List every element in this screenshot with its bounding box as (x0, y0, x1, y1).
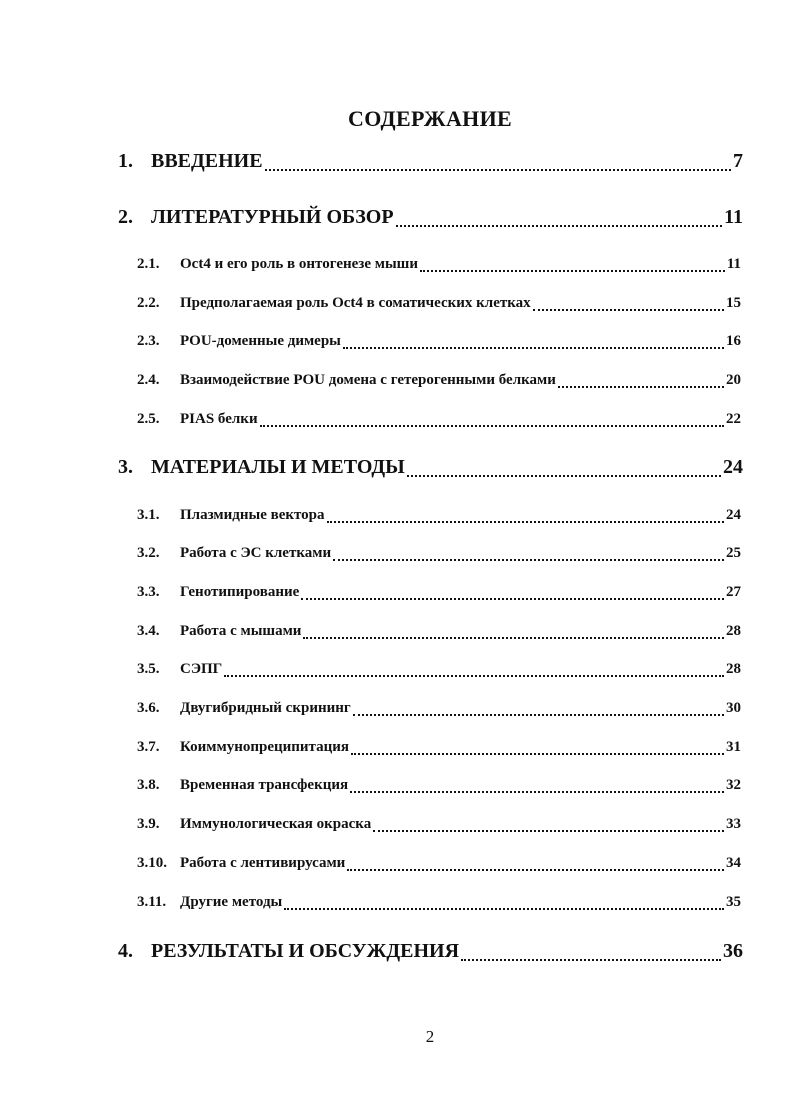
toc-entry-label: ЛИТЕРАТУРНЫЙ ОБЗОР (151, 206, 394, 228)
toc-entry-label: Генотипирование (180, 584, 300, 600)
toc-entry-3-11[interactable] (137, 894, 741, 914)
toc-entry-3-7[interactable] (137, 739, 741, 759)
toc-entry-number: 3. (118, 456, 133, 478)
toc-entry-number: 3.3. (137, 584, 160, 600)
toc-dot-leader (373, 816, 724, 836)
toc-entry-page: 24 (726, 507, 741, 523)
toc-entry-label: POU-доменные димеры (180, 333, 341, 349)
toc-entry-label: PIAS белки (180, 411, 258, 427)
toc-entry-number: 2.3. (137, 333, 160, 349)
toc-entry-label: Работа с ЭС клетками (180, 545, 332, 561)
toc-entry-number: 2.4. (137, 372, 160, 388)
toc-entry-label: Другие методы (180, 894, 283, 910)
toc-entry-page: 36 (723, 940, 743, 962)
toc-entry-page: 24 (723, 456, 743, 478)
toc-entry-page: 20 (726, 372, 741, 388)
toc-entry-page: 22 (726, 411, 741, 427)
toc-entry-label: Работа с лентивирусами (180, 855, 346, 871)
toc-entry-3-2[interactable] (137, 545, 741, 565)
toc-entry-page: 15 (726, 295, 741, 311)
toc-entry-3-9[interactable] (137, 816, 741, 836)
toc-entry-number: 3.4. (137, 623, 160, 639)
toc-entry-label: Двугибридный скрининг (180, 700, 351, 716)
toc-entry-page: 30 (726, 700, 741, 716)
toc-dot-leader (461, 940, 721, 966)
toc-entry-3-4[interactable] (137, 623, 741, 643)
toc-entry-label: Коиммунопреципитация (180, 739, 350, 755)
toc-entry-label: МАТЕРИАЛЫ И МЕТОДЫ (151, 456, 405, 478)
toc-dot-leader (265, 150, 731, 176)
toc-entry-number: 3.11. (137, 894, 167, 910)
toc-dot-leader (303, 623, 724, 643)
toc-entry-page: 31 (726, 739, 741, 755)
toc-dot-leader (224, 661, 724, 681)
toc-entry-number: 3.10. (137, 855, 167, 871)
toc-entry-number: 3.9. (137, 816, 160, 832)
toc-entry-label: Работа с мышами (180, 623, 302, 639)
toc-entry-2-4[interactable] (137, 372, 741, 392)
toc-dot-leader (350, 777, 724, 797)
toc-entry-label: Предполагаемая роль Oct4 в соматических клетках (180, 295, 531, 311)
toc-entry-label: Взаимодействие POU домена с гетерогенными белками (180, 372, 556, 388)
toc-entry-literature-review[interactable] (118, 206, 743, 232)
toc-entry-page: 27 (726, 584, 741, 600)
toc-entry-3-1[interactable] (137, 507, 741, 527)
toc-entry-number: 3.5. (137, 661, 160, 677)
toc-dot-leader (343, 333, 724, 353)
toc-entry-number: 3.8. (137, 777, 160, 793)
toc-dot-leader (353, 700, 724, 720)
toc-dot-leader (333, 545, 724, 565)
toc-entry-number: 1. (118, 150, 133, 172)
toc-entry-page: 7 (733, 150, 743, 172)
toc-entry-label: РЕЗУЛЬТАТЫ И ОБСУЖДЕНИЯ (151, 940, 460, 962)
page-title: СОДЕРЖАНИЕ (348, 106, 512, 131)
toc-entry-label: Иммунологическая окраска (180, 816, 372, 832)
toc-entry-page: 25 (726, 545, 741, 561)
toc-entry-number: 3.2. (137, 545, 160, 561)
toc-entry-2-2[interactable] (137, 295, 741, 315)
toc-entry-2-3[interactable] (137, 333, 741, 353)
toc-entry-number: 4. (118, 940, 133, 962)
toc-entry-2-5[interactable] (137, 411, 741, 431)
toc-dot-leader (284, 894, 724, 914)
toc-entry-page: 32 (726, 777, 741, 793)
toc-entry-label: ВВЕДЕНИЕ (151, 150, 263, 172)
toc-entry-3-5[interactable] (137, 661, 741, 681)
toc-entry-page: 11 (726, 256, 741, 272)
toc-dot-leader (301, 584, 724, 604)
toc-dot-leader (351, 739, 724, 759)
toc-dot-leader (533, 295, 724, 315)
toc-entry-page: 11 (724, 206, 743, 228)
toc-dot-leader (407, 456, 721, 482)
toc-entry-materials-methods[interactable] (118, 456, 743, 482)
toc-entry-page: 34 (726, 855, 741, 871)
toc-entry-number: 2.1. (137, 256, 160, 272)
toc-entry-number: 2. (118, 206, 133, 228)
toc-dot-leader (396, 206, 723, 232)
toc-dot-leader (327, 507, 724, 527)
toc-entry-number: 2.2. (137, 295, 160, 311)
toc-entry-label: СЭПГ (180, 661, 223, 677)
page-number: 2 (425, 1027, 435, 1046)
toc-entry-number: 3.7. (137, 739, 160, 755)
toc-dot-leader (347, 855, 724, 875)
toc-entry-3-3[interactable] (137, 584, 741, 604)
toc-dot-leader (260, 411, 724, 431)
toc-entry-results-discussion[interactable] (118, 940, 743, 966)
toc-entry-3-8[interactable] (137, 777, 741, 797)
toc-dot-leader (558, 372, 724, 392)
toc-entry-page: 35 (726, 894, 741, 910)
toc-entry-2-1[interactable] (137, 256, 741, 276)
toc-entry-page: 16 (726, 333, 741, 349)
toc-entry-page: 28 (726, 661, 741, 677)
toc-entry-3-6[interactable] (137, 700, 741, 720)
toc-entry-page: 28 (726, 623, 741, 639)
toc-entry-label: Плазмидные вектора (180, 507, 325, 523)
toc-entry-number: 3.6. (137, 700, 160, 716)
toc-entry-number: 2.5. (137, 411, 160, 427)
toc-entry-label: Временная трансфекция (180, 777, 349, 793)
toc-entry-page: 33 (726, 816, 741, 832)
toc-entry-introduction[interactable] (118, 150, 743, 176)
toc-entry-number: 3.1. (137, 507, 160, 523)
toc-dot-leader (420, 256, 725, 276)
toc-entry-3-10[interactable] (137, 855, 741, 875)
toc-entry-label: Oct4 и его роль в онтогенезе мыши (180, 256, 418, 272)
